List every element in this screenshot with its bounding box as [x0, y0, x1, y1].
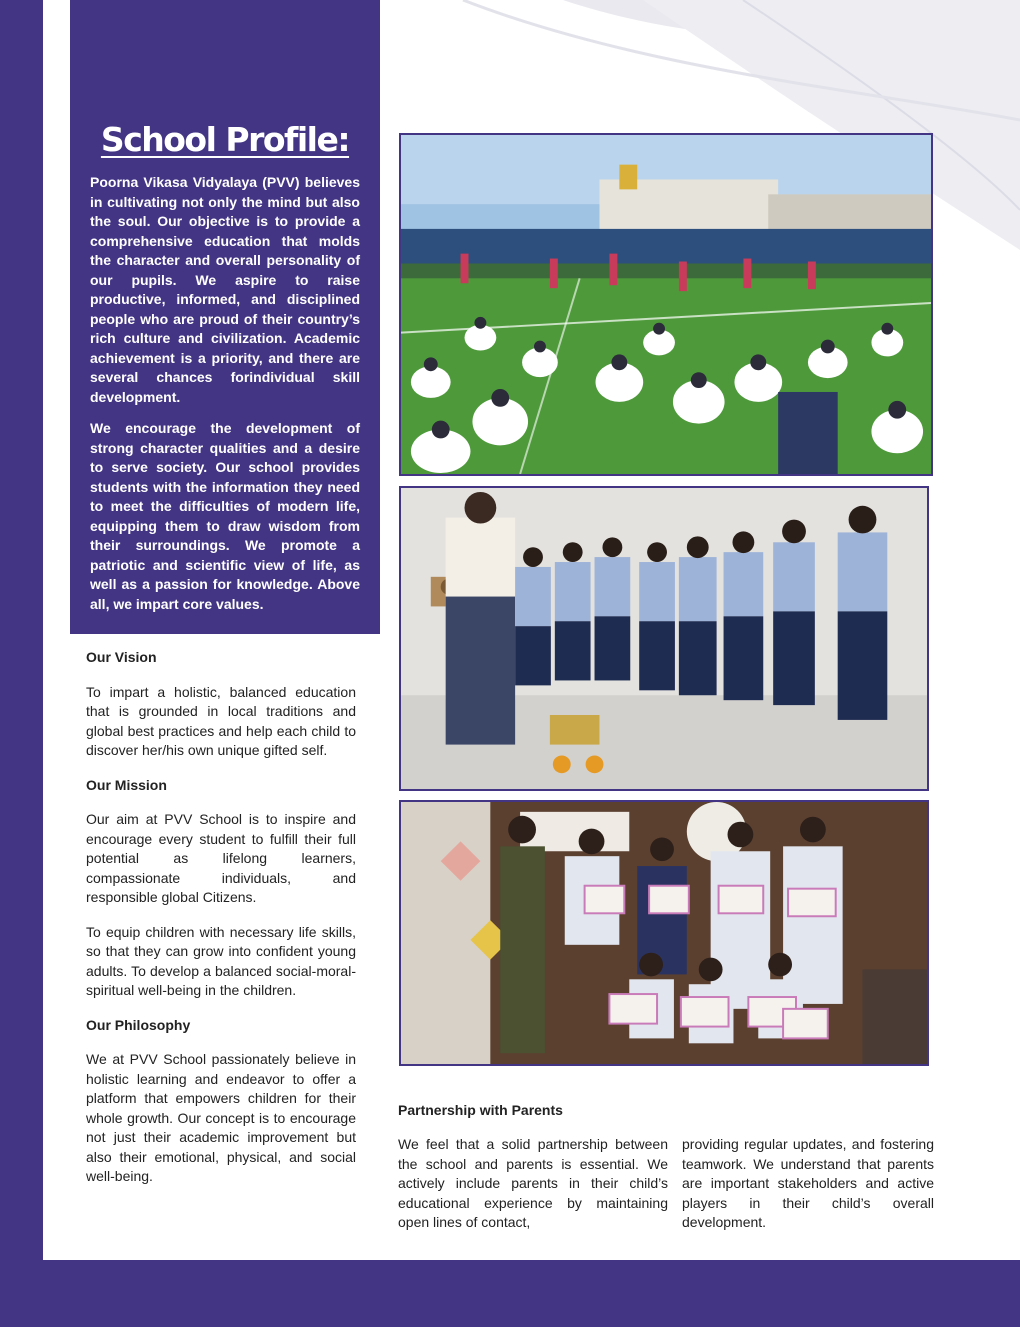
photo-award-winners: [399, 800, 929, 1066]
partnership-text-column-2: providing regular updates, and fostering teamwork. We understand that parents are important stakeholders and active players in their child’s overall development.: [682, 1136, 934, 1230]
school-profile-panel: [70, 0, 380, 634]
bottom-purple-band: [0, 1260, 1020, 1327]
philosophy-text: We at PVV School passionately believe in holistic learning and endeavor to offer a platform that empowers children for their whole growth. Our concept is to encourage not just their academic improvement but also their emotional, physical, and social well-being.: [86, 1051, 356, 1184]
mission-text-1: Our aim at PVV School is to inspire and encourage every student to fulfill their full potential as lifelong learners, compassionate individuals, and responsible global Citizens.: [86, 811, 356, 905]
partnership-text-column-1: We feel that a solid partnership between the school and parents is essential. We actively include parents in their child’s educational experience by maintaining open lines of contact,: [398, 1136, 668, 1230]
mission-text-2: To equip children with necessary life skills, so that they can grow into confident young adults. To develop a balanced social-moral-spiritual well-being in the children.: [86, 923, 356, 998]
photo-sports-field: [399, 133, 933, 476]
philosophy-heading: Our Philosophy: [86, 1016, 191, 1033]
school-profile-paragraph-2: We encourage the development of strong character qualities and a desire to serve society. Our school provides students with the information they need to meet the difficulties of modern life, equipping them to draw wisdom from their surroundings. We promote a patriotic and scientific view of life, as well as a passion for knowledge. Above all, we impart core values.: [90, 420, 360, 612]
vision-heading: Our Vision: [86, 649, 157, 665]
mission-heading: Our Mission: [86, 776, 167, 793]
school-profile-title: School Profile:: [100, 120, 350, 159]
partnership-heading: Partnership with Parents: [398, 1102, 563, 1118]
left-purple-band: [0, 0, 43, 1327]
school-profile-paragraph-1: Poorna Vikasa Vidyalaya (PVV) believes in cultivating not only the mind but also the soul. Our objective is to provide a comprehensive education that molds the character and overall personality of our pupils. We aspire to raise productive, informed, and disciplined people who are proud of their country’s rich culture and civilization. Academic achievement is a priority, and there are several chances forindividual skill development.: [90, 174, 360, 405]
photo-robotics-class: [399, 486, 929, 791]
left-column: [86, 648, 356, 1202]
vision-text: To impart a holistic, balanced education that is grounded in local traditions and global best practices and help each child to discover her/his own unique gifted self.: [86, 683, 356, 758]
